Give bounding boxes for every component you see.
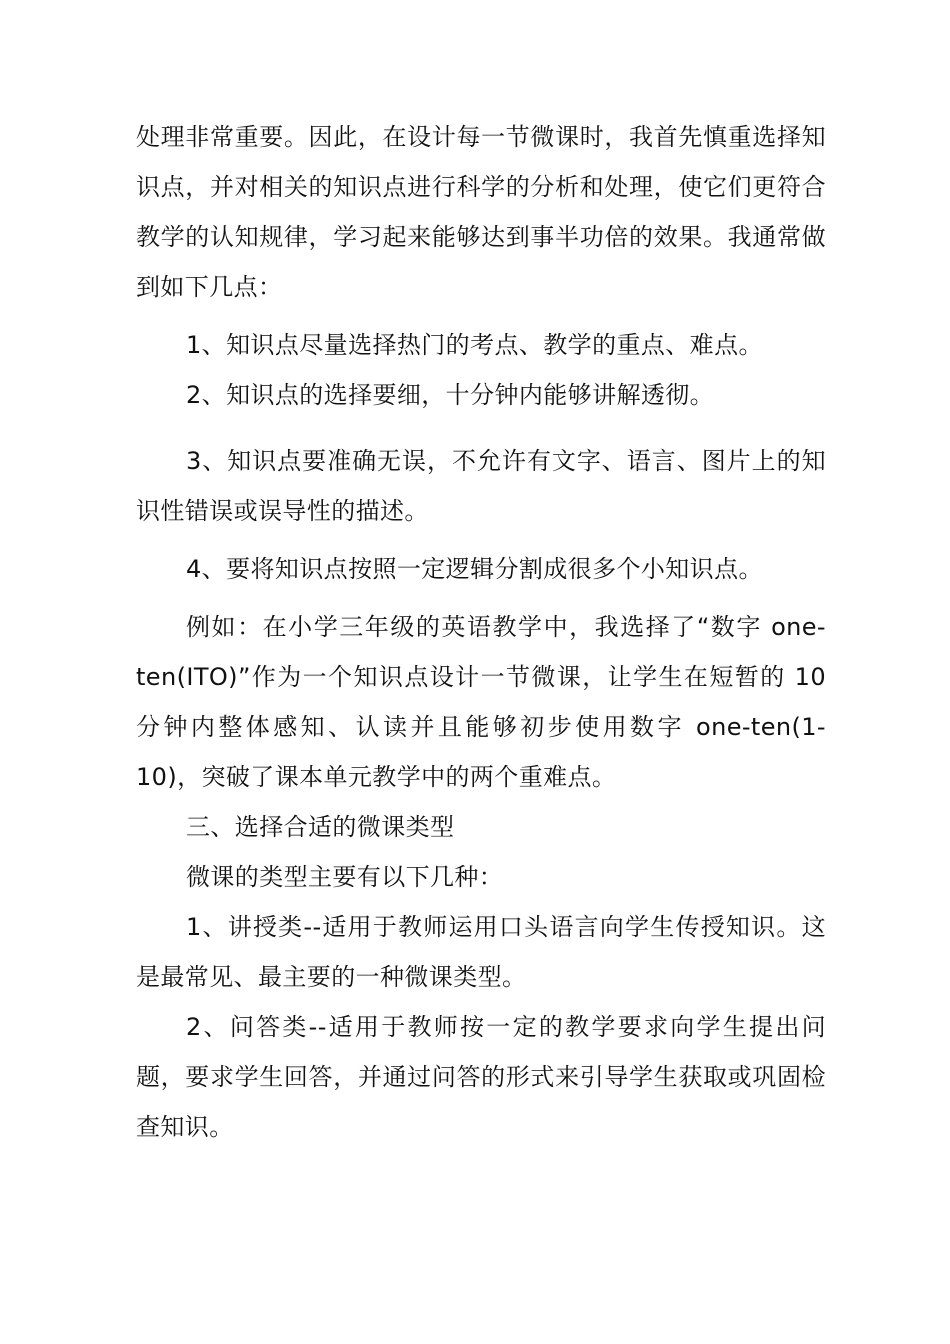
list-item-3: 3、知识点要准确无误，不允许有文字、语言、图片上的知识性错误或误导性的描述。 <box>136 447 826 525</box>
list-item-4: 4、要将知识点按照一定逻辑分割成很多个小知识点。 <box>186 555 763 583</box>
example-paragraph: 例如：在小学三年级的英语教学中，我选择了“数字 one-ten(ITO)”作为一个知识点设计一节微课，让学生在短暂的 10 分钟内整体感知、认读并且能够初步使用数字 one-ten(1-10)，突破了课本单元教学中的两个重难点。 <box>136 613 826 791</box>
list-item-1: 1、知识点尽量选择热门的考点、教学的重点、难点。 <box>186 331 763 359</box>
section-heading: 三、选择合适的微课类型 <box>186 813 455 841</box>
document-body <box>136 112 826 1152</box>
paragraph-continuation: 处理非常重要。因此，在设计每一节微课时，我首先慎重选择知识点，并对相关的知识点进行科学的分析和处理，使它们更符合教学的认知规律，学习起来能够达到事半功倍的效果。我通常做到如下几点： <box>136 123 826 301</box>
type-item-1: 1、讲授类--适用于教师运用口头语言向学生传授知识。这是最常见、最主要的一种微课类型。 <box>136 913 826 991</box>
list-item-2: 2、知识点的选择要细，十分钟内能够讲解透彻。 <box>186 381 715 409</box>
type-item-2: 2、问答类--适用于教师按一定的教学要求向学生提出问题，要求学生回答，并通过问答的形式来引导学生获取或巩固检查知识。 <box>136 1013 826 1141</box>
types-intro: 微课的类型主要有以下几种： <box>186 863 504 891</box>
